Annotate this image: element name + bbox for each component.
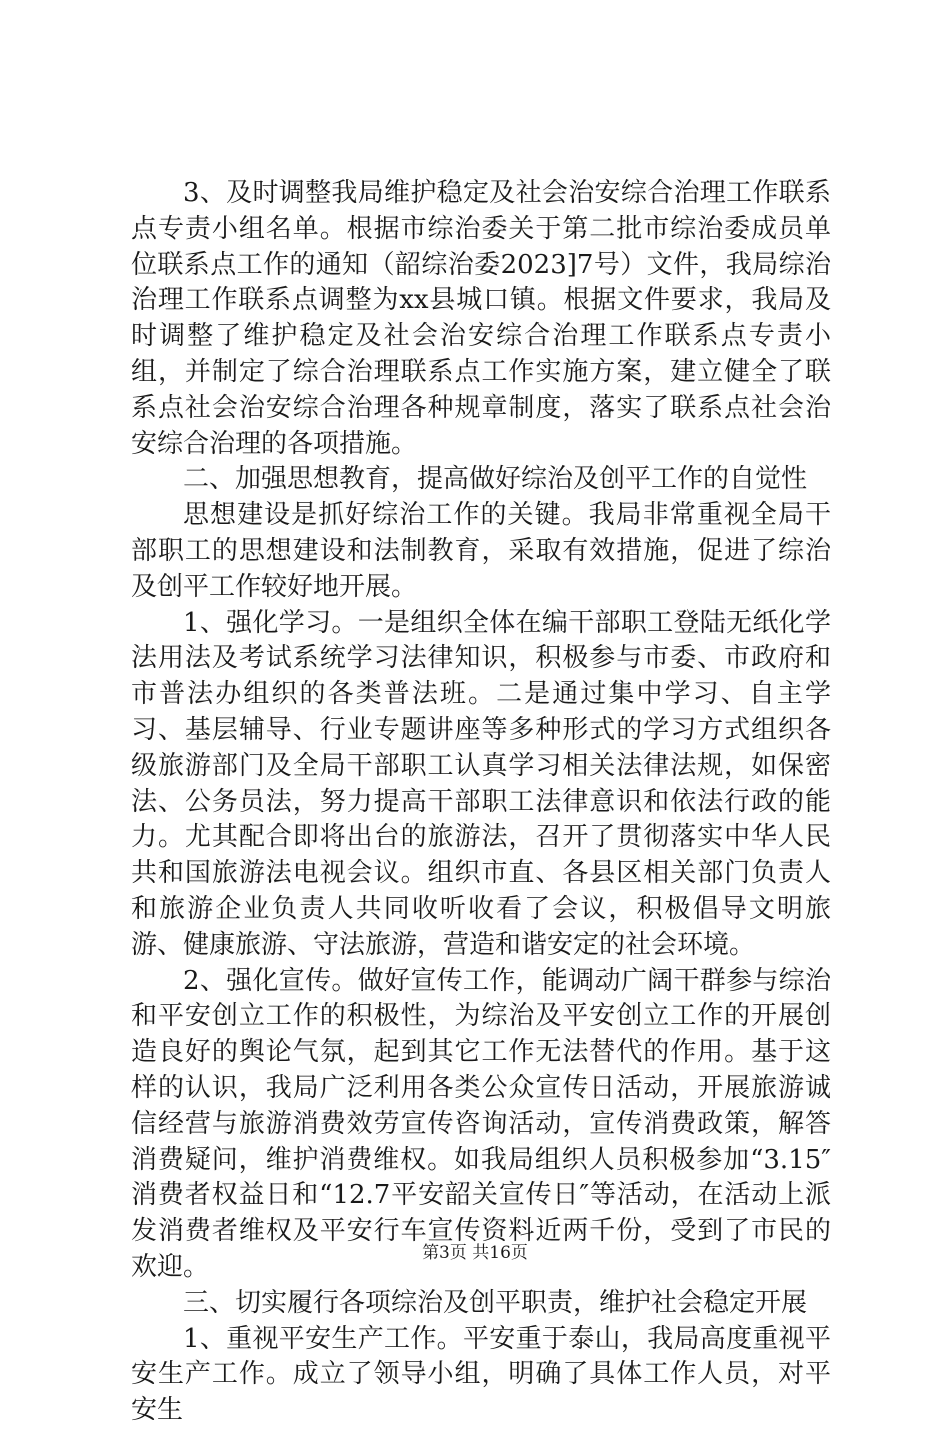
document-body bbox=[131, 176, 831, 1429]
paragraph-publicity: 2、强化宣传。做好宣传工作，能调动广阔干群参与综治和平安创立工作的积极性，为综治及平安创立工作的开展创造良好的舆论气氛，起到其它工作无法替代的作用。基于这样的认识，我局广泛利用各类公众宣传日活动，开展旅游诚信经营与旅游消费效劳宣传咨询活动，宣传消费政策，解答消费疑问，维护消费维权。如我局组织人员积极参加“3.15″消费者权益日和“12.7平安韶关宣传日″等活动，在活动上派发消费者维权及平安行车宣传资料近两千份，受到了市民的欢迎。 bbox=[131, 965, 831, 1282]
section-heading-ideology: 二、加强思想教育，提高做好综治及创平工作的自觉性 bbox=[183, 464, 808, 495]
section-heading-duties: 三、切实履行各项综治及创平职责，维护社会稳定开展 bbox=[183, 1287, 808, 1318]
page-number-footer: 第3页 共16页 bbox=[422, 1243, 528, 1263]
paragraph-study: 1、强化学习。一是组织全体在编干部职工登陆无纸化学法用法及考试系统学习法律知识，积极参与市委、市政府和市普法办组织的各类普法班。二是通过集中学习、自主学习、基层辅导、行业专题讲座等多种形式的学习方式组织各级旅游部门及全局干部职工认真学习相关法律法规，如保密法、公务员法，努力提高干部职工法律意识和依法行政的能力。尤其配合即将出台的旅游法，召开了贯彻落实中华人民共和国旅游法电视会议。组织市直、各县区相关部门负责人和旅游企业负责人共同收听收看了会议，积极倡导文明旅游、健康旅游、守法旅游，营造和谐安定的社会环境。 bbox=[131, 607, 831, 960]
paragraph-ideology-intro: 思想建设是抓好综治工作的关键。我局非常重视全局干部职工的思想建设和法制教育，采取有效措施，促进了综治及创平工作较好地开展。 bbox=[131, 500, 831, 602]
paragraph-liaison-point: 3、及时调整我局维护稳定及社会治安综合治理工作联系点专责小组名单。根据市综治委关于第二批市综治委成员单位联系点工作的通知（韶综治委2023]7号）文件，我局综治治理工作联系点调整为xx县城口镇。根据文件要求，我局及时调整了维护稳定及社会治安综合治理工作联系点专责小组，并制定了综合治理联系点工作实施方案，建立健全了联系点社会治安综合治理各种规章制度，落实了联系点社会治安综合治理的各项措施。 bbox=[131, 178, 831, 459]
paragraph-safety: 1、重视平安生产工作。平安重于泰山，我局高度重视平安生产工作。成立了领导小组，明确了具体工作人员，对平安生 bbox=[131, 1323, 831, 1426]
